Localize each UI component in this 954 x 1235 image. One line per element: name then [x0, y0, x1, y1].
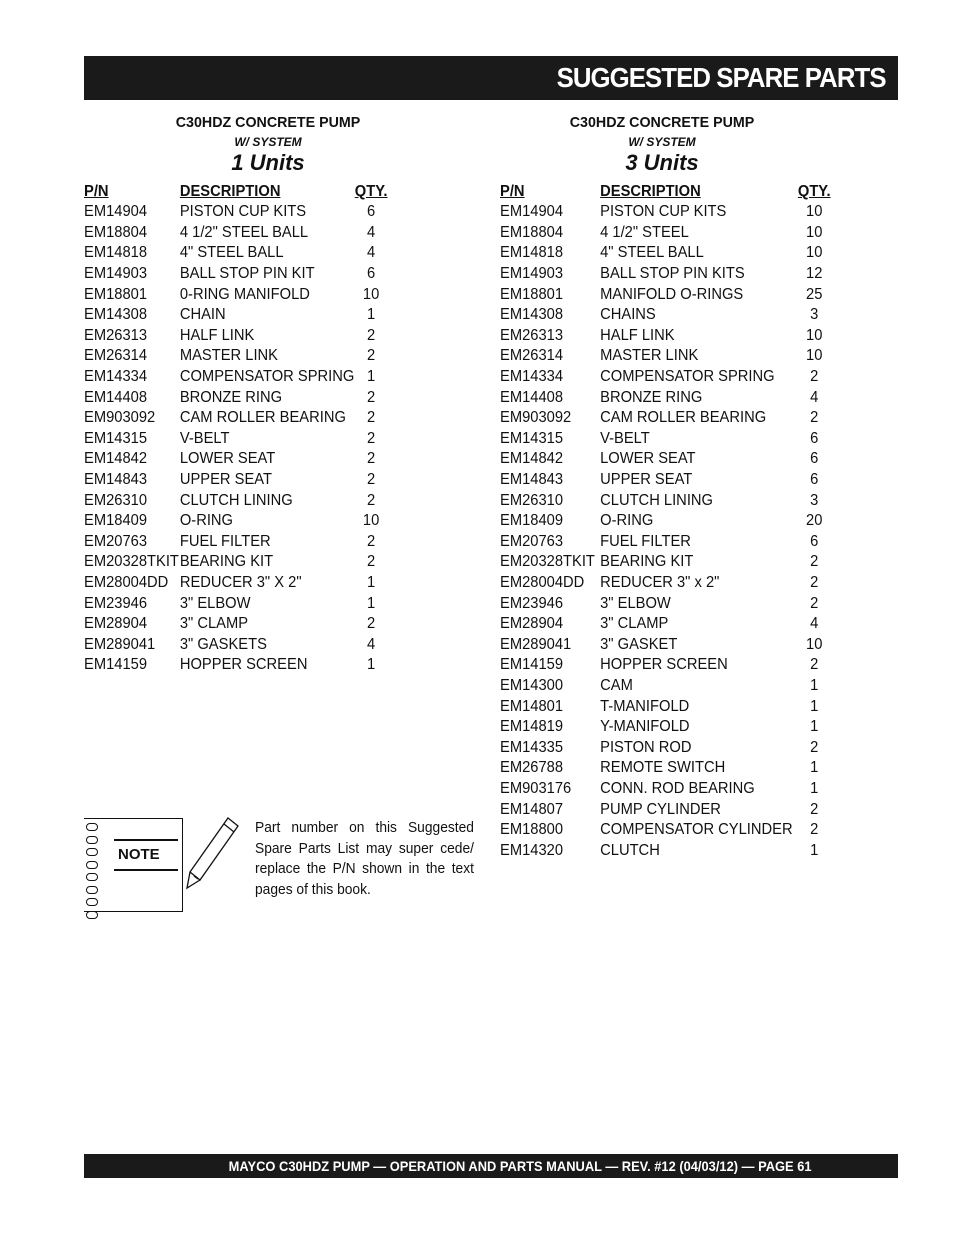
table-row	[500, 552, 831, 573]
part-description: FUEL FILTER	[179, 532, 271, 550]
part-quantity: 6	[367, 265, 376, 283]
part-number: EM289041	[84, 635, 156, 653]
part-quantity: 1	[810, 841, 819, 859]
note-text: Part number on this Suggested Spare Parts List may super cede/ replace the P/N shown in the text pages of this book.	[255, 819, 474, 898]
part-description: BEARING KIT	[600, 553, 694, 571]
part-quantity: 2	[367, 532, 376, 550]
table-row	[84, 284, 388, 305]
part-description: 3" CLAMP	[179, 615, 249, 633]
part-quantity: 1	[367, 656, 376, 674]
part-quantity: 1	[367, 594, 376, 612]
part-number: EM14408	[500, 388, 564, 406]
part-number: EM26313	[500, 326, 564, 344]
part-description: O-RING	[179, 512, 234, 530]
part-description: COMPENSATOR CYLINDER	[600, 821, 793, 839]
part-number: EM14315	[500, 429, 564, 447]
part-quantity: 1	[367, 306, 376, 324]
part-description: BRONZE RING	[179, 388, 283, 406]
table-row	[500, 737, 831, 758]
part-description: 3" CLAMP	[600, 615, 669, 633]
table-row	[500, 346, 831, 367]
part-quantity: 2	[367, 491, 376, 509]
part-quantity: 10	[806, 635, 823, 653]
part-number: EM26314	[500, 347, 564, 365]
table-row	[84, 470, 388, 491]
part-quantity: 2	[810, 656, 819, 674]
part-quantity: 4	[810, 388, 819, 406]
part-quantity: 2	[810, 573, 819, 591]
table-row	[84, 202, 388, 223]
part-quantity: 4	[367, 244, 376, 262]
part-number: EM20328TKIT	[500, 553, 595, 571]
part-number: EM903176	[500, 779, 572, 797]
part-quantity: 10	[806, 203, 823, 221]
section-title: C30HDZ CONCRETE PUMP	[175, 114, 361, 131]
part-description: HOPPER SCREEN	[600, 656, 728, 674]
part-description: CHAIN	[179, 306, 226, 324]
part-quantity: 2	[367, 471, 376, 489]
part-number: EM18804	[84, 223, 148, 241]
table-row	[500, 676, 831, 697]
part-quantity: 2	[367, 326, 376, 344]
part-number: EM14904	[84, 203, 148, 221]
part-description: PISTON CUP KITS	[600, 203, 727, 221]
part-quantity: 1	[367, 573, 376, 591]
part-number: EM26314	[84, 347, 148, 365]
part-quantity: 10	[806, 244, 823, 262]
column-header-pn: P/N	[500, 183, 525, 200]
column-header-description: DESCRIPTION	[600, 183, 701, 200]
part-number: EM20763	[84, 532, 148, 550]
table-row	[500, 840, 831, 861]
part-number: EM903092	[84, 409, 156, 427]
table-row	[84, 511, 388, 532]
parts-table	[500, 182, 831, 861]
part-number: EM26313	[84, 326, 148, 344]
part-description: MASTER LINK	[179, 347, 279, 365]
table-row	[500, 284, 831, 305]
part-number: EM14315	[84, 429, 148, 447]
table-header-row	[84, 182, 388, 202]
part-quantity: 25	[806, 285, 823, 303]
part-number: EM14904	[500, 203, 564, 221]
part-number: EM14818	[84, 244, 148, 262]
part-description: CAM ROLLER BEARING	[600, 409, 767, 427]
table-row	[500, 243, 831, 264]
part-description: FUEL FILTER	[600, 532, 691, 550]
table-row	[84, 243, 388, 264]
part-quantity: 2	[367, 429, 376, 447]
part-description: HALF LINK	[600, 326, 675, 344]
part-quantity: 1	[810, 718, 819, 736]
table-row	[500, 532, 831, 553]
part-number: EM14300	[500, 676, 564, 694]
part-number: EM28904	[500, 615, 564, 633]
table-row	[500, 449, 831, 470]
table-row	[500, 429, 831, 450]
part-number: EM14159	[500, 656, 564, 674]
table-row	[84, 449, 388, 470]
part-number: EM26788	[500, 759, 564, 777]
part-number: EM18801	[84, 285, 148, 303]
spiral-binding	[84, 823, 98, 923]
part-quantity: 2	[810, 594, 819, 612]
part-number: EM14843	[84, 471, 148, 489]
part-number: EM14819	[500, 718, 564, 736]
part-description: REMOTE SWITCH	[600, 759, 726, 777]
part-number: EM18800	[500, 821, 564, 839]
section-header	[84, 112, 414, 182]
part-quantity: 1	[367, 368, 376, 386]
table-row	[500, 305, 831, 326]
table-row	[84, 655, 388, 676]
table-row	[84, 614, 388, 635]
page-footer	[84, 1154, 898, 1178]
table-row	[500, 490, 831, 511]
table-row	[84, 305, 388, 326]
part-description: MASTER LINK	[600, 347, 699, 365]
table-row	[500, 202, 831, 223]
parts-table	[84, 182, 388, 676]
table-row	[500, 470, 831, 491]
part-quantity: 1	[810, 697, 819, 715]
part-number: EM14334	[84, 368, 148, 386]
part-description: PISTON ROD	[600, 738, 692, 756]
part-number: EM14320	[500, 841, 564, 859]
part-number: EM20763	[500, 532, 564, 550]
table-row	[500, 696, 831, 717]
part-quantity: 1	[810, 676, 819, 694]
table-row	[84, 634, 388, 655]
part-description: 3" ELBOW	[179, 594, 251, 612]
part-quantity: 6	[810, 532, 819, 550]
part-description: LOWER SEAT	[600, 450, 696, 468]
part-number: EM14842	[500, 450, 564, 468]
part-number: EM14801	[500, 697, 564, 715]
part-description: 0-RING MANIFOLD	[179, 285, 310, 303]
part-number: EM23946	[84, 594, 148, 612]
part-description: LOWER SEAT	[179, 450, 276, 468]
table-row	[500, 223, 831, 244]
part-description: 3" GASKET	[600, 635, 678, 653]
table-row	[500, 408, 831, 429]
part-number: EM14818	[500, 244, 564, 262]
table-row	[500, 593, 831, 614]
part-number: EM14308	[500, 306, 564, 324]
part-number: EM28904	[84, 615, 148, 633]
part-number: EM903092	[500, 409, 572, 427]
part-quantity: 6	[367, 203, 376, 221]
table-row	[500, 758, 831, 779]
part-number: EM18804	[500, 223, 564, 241]
column-header-description: DESCRIPTION	[179, 183, 281, 200]
part-description: V-BELT	[179, 429, 230, 447]
table-row	[84, 490, 388, 511]
part-quantity: 2	[367, 615, 376, 633]
part-description: UPPER SEAT	[179, 471, 273, 489]
part-description: HOPPER SCREEN	[179, 656, 308, 674]
part-quantity: 2	[810, 553, 819, 571]
table-row	[84, 264, 388, 285]
part-number: EM14903	[500, 265, 564, 283]
column-header-pn: P/N	[84, 183, 109, 200]
part-description: BALL STOP PIN KIT	[179, 265, 315, 283]
part-quantity: 10	[362, 285, 380, 303]
part-description: CLUTCH LINING	[600, 491, 713, 509]
part-description: 3" GASKETS	[179, 635, 267, 653]
part-quantity: 4	[367, 223, 376, 241]
column-header-qty: QTY.	[797, 183, 831, 200]
table-row	[500, 634, 831, 655]
part-quantity: 2	[367, 553, 376, 571]
part-quantity: 2	[810, 821, 819, 839]
part-description: CHAINS	[600, 306, 656, 324]
part-quantity: 6	[810, 471, 819, 489]
part-quantity: 12	[806, 265, 823, 283]
part-description: HALF LINK	[179, 326, 255, 344]
part-quantity: 3	[810, 306, 819, 324]
table-row	[84, 408, 388, 429]
section-title: C30HDZ CONCRETE PUMP	[569, 114, 755, 131]
part-number: EM26310	[84, 491, 148, 509]
part-quantity: 1	[810, 779, 819, 797]
table-row	[500, 264, 831, 285]
table-row	[84, 326, 388, 347]
part-description: 4 1/2" STEEL	[600, 223, 689, 241]
section-subtitle: W/ SYSTEM	[628, 135, 696, 149]
part-description: REDUCER 3" x 2"	[600, 573, 720, 591]
table-row	[500, 717, 831, 738]
part-number: EM14408	[84, 388, 148, 406]
section-units: 3 Units	[625, 150, 699, 175]
part-number: EM14807	[500, 800, 564, 818]
part-description: BRONZE RING	[600, 388, 703, 406]
part-description: MANIFOLD O-RINGS	[600, 285, 744, 303]
table-row	[84, 387, 388, 408]
part-number: EM23946	[500, 594, 564, 612]
part-description: PUMP CYLINDER	[600, 800, 721, 818]
pencil-icon	[184, 814, 244, 894]
part-description: COMPENSATOR SPRING	[600, 368, 775, 386]
column-header-qty: QTY.	[354, 183, 388, 200]
table-row	[84, 532, 388, 553]
part-quantity: 3	[810, 491, 819, 509]
part-description: 4" STEEL BALL	[179, 244, 284, 262]
part-number: EM14308	[84, 306, 148, 324]
part-quantity: 2	[810, 409, 819, 427]
table-row	[500, 326, 831, 347]
table-row	[500, 387, 831, 408]
part-number: EM28004DD	[84, 573, 169, 591]
part-description: CONN. ROD BEARING	[600, 779, 755, 797]
part-number: EM14843	[500, 471, 564, 489]
part-number: EM18409	[84, 512, 148, 530]
section-units: 1 Units	[231, 150, 305, 175]
table-row	[500, 799, 831, 820]
part-description: V-BELT	[600, 429, 650, 447]
part-quantity: 2	[810, 368, 819, 386]
table-row	[84, 552, 388, 573]
table-row	[84, 223, 388, 244]
table-row	[500, 367, 831, 388]
part-description: COMPENSATOR SPRING	[179, 368, 355, 386]
part-quantity: 20	[806, 512, 823, 530]
table-row	[500, 511, 831, 532]
page-header	[84, 56, 898, 100]
part-number: EM18801	[500, 285, 564, 303]
table-row	[500, 820, 831, 841]
part-description: BALL STOP PIN KITS	[600, 265, 745, 283]
page-title: SUGGESTED SPARE PARTS	[557, 62, 886, 93]
part-quantity: 4	[367, 635, 376, 653]
part-quantity: 2	[810, 800, 819, 818]
section-header	[500, 112, 860, 182]
part-quantity: 6	[810, 429, 819, 447]
part-number: EM14159	[84, 656, 148, 674]
footer-text: MAYCO C30HDZ PUMP — OPERATION AND PARTS MANUAL — REV. #12 (04/03/12) — PAGE 61	[229, 1158, 812, 1174]
part-quantity: 2	[810, 738, 819, 756]
part-quantity: 2	[367, 409, 376, 427]
part-description: 4 1/2" STEEL BALL	[179, 223, 309, 241]
table-row	[84, 593, 388, 614]
table-header-row	[500, 182, 831, 202]
part-description: UPPER SEAT	[600, 471, 693, 489]
part-quantity: 10	[806, 326, 823, 344]
part-quantity: 6	[810, 450, 819, 468]
part-quantity: 1	[810, 759, 819, 777]
table-row	[84, 367, 388, 388]
part-description: CAM ROLLER BEARING	[179, 409, 346, 427]
table-row	[500, 573, 831, 594]
part-number: EM18409	[500, 512, 564, 530]
note-label: NOTE	[114, 839, 178, 871]
part-description: BEARING KIT	[179, 553, 274, 571]
part-quantity: 10	[362, 512, 380, 530]
part-number: EM289041	[500, 635, 572, 653]
part-description: CLUTCH LINING	[179, 491, 293, 509]
section-subtitle: W/ SYSTEM	[234, 135, 302, 149]
table-row	[500, 614, 831, 635]
table-row	[84, 429, 388, 450]
part-description: PISTON CUP KITS	[179, 203, 307, 221]
part-description: 4" STEEL BALL	[600, 244, 704, 262]
part-description: CLUTCH	[600, 841, 660, 859]
part-quantity: 10	[806, 223, 823, 241]
table-row	[84, 573, 388, 594]
part-number: EM28004DD	[500, 573, 585, 591]
part-quantity: 4	[810, 615, 819, 633]
part-quantity: 2	[367, 347, 376, 365]
parts-section-3-units	[500, 112, 860, 861]
part-quantity: 2	[367, 388, 376, 406]
part-description: Y-MANIFOLD	[600, 718, 690, 736]
part-description: T-MANIFOLD	[600, 697, 690, 715]
part-description: 3" ELBOW	[600, 594, 671, 612]
table-row	[500, 779, 831, 800]
part-number: EM14842	[84, 450, 148, 468]
part-number: EM20328TKIT	[84, 553, 179, 571]
table-row	[500, 655, 831, 676]
part-description: REDUCER 3" X 2"	[179, 573, 302, 591]
part-description: CAM	[600, 676, 633, 694]
parts-section-1-unit	[84, 112, 414, 676]
part-quantity: 2	[367, 450, 376, 468]
part-number: EM26310	[500, 491, 564, 509]
table-row	[84, 346, 388, 367]
part-number: EM14335	[500, 738, 564, 756]
part-number: EM14903	[84, 265, 148, 283]
note-notepad-icon	[84, 818, 183, 912]
part-quantity: 10	[806, 347, 823, 365]
part-number: EM14334	[500, 368, 564, 386]
part-description: O-RING	[600, 512, 654, 530]
